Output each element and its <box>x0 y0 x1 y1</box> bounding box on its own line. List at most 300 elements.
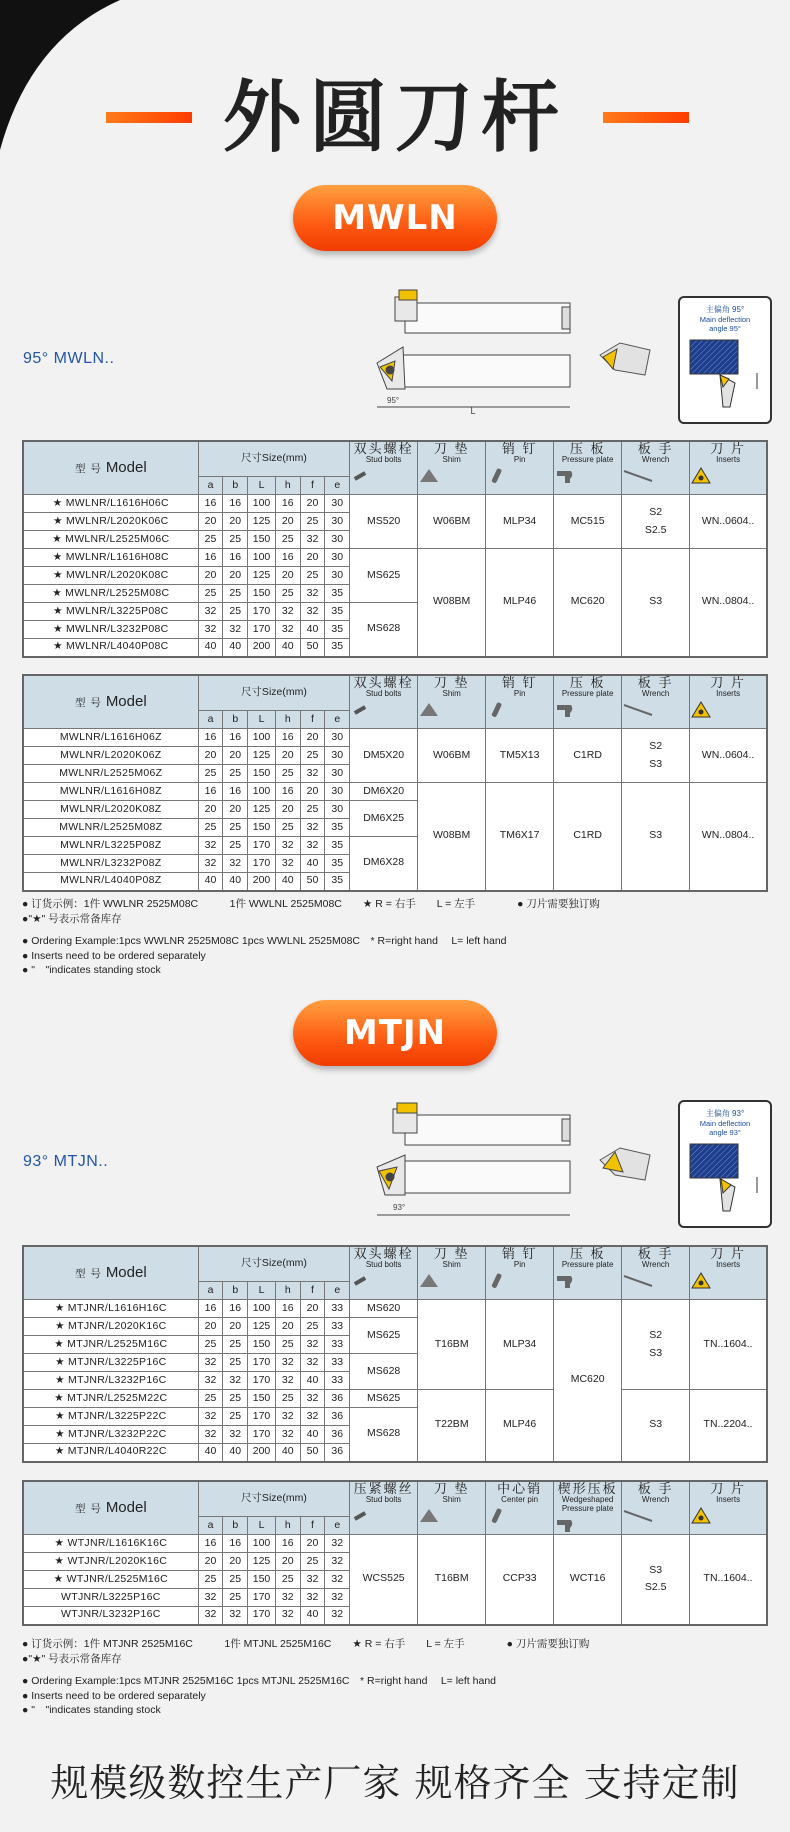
notes-mtjn <box>22 1637 589 1718</box>
dim-cell: 25 <box>275 819 300 837</box>
model-cell: ★ MTJNR/L3232P16C <box>23 1372 198 1390</box>
dim-f-header: f <box>300 1281 325 1299</box>
wrench-part-value-2: S2.5 <box>644 1581 667 1594</box>
dim-cell: 25 <box>223 1354 248 1372</box>
pin-icon <box>486 701 506 719</box>
dim-cell: 25 <box>198 819 223 837</box>
stud-part-cell <box>350 495 418 549</box>
insert-part-value: WN..0804.. <box>701 829 755 842</box>
pin-part-cell <box>486 1535 554 1625</box>
dim-cell: 32 <box>300 1589 325 1607</box>
model-cell: ★ WTJNR/L2020K16C <box>23 1553 198 1571</box>
dim-cell: 20 <box>300 1300 325 1318</box>
model-cell: ★ MWLNR/L2020K06C <box>23 513 198 531</box>
stud-bolt-icon <box>350 1272 370 1290</box>
dim-cell: 16 <box>223 1535 248 1553</box>
plate-part-cell <box>554 1300 622 1462</box>
acc-header-shim: 刀 垫 Shim <box>418 1481 486 1535</box>
dim-cell: 32 <box>300 1571 325 1589</box>
stud-part-value: WCS525 <box>362 1572 405 1585</box>
insert-part-cell <box>690 783 767 891</box>
model-cell: MWLNR/L1616H06Z <box>23 729 198 747</box>
dim-cell: 125 <box>248 801 276 819</box>
shim-part-cell <box>418 729 486 783</box>
shim-part-value: W08BM <box>432 595 471 608</box>
acc-header-plate: 压 板 Pressure plate <box>554 675 622 729</box>
dim-cell: 170 <box>248 837 276 855</box>
dim-cell: 25 <box>198 531 223 549</box>
dim-cell: 20 <box>275 567 300 585</box>
dim-cell: 25 <box>223 837 248 855</box>
plate-part-value: C1RD <box>573 748 602 761</box>
shim-part-cell <box>418 783 486 891</box>
dim-b-header: b <box>223 1281 248 1299</box>
stud-part-value: DM5X20 <box>363 748 405 761</box>
table-row <box>23 549 767 567</box>
dim-cell: 25 <box>300 567 325 585</box>
model-cell: MWLNR/L2525M06Z <box>23 765 198 783</box>
pin-part-cell <box>486 783 554 891</box>
dim-cell: 20 <box>223 1553 248 1571</box>
dim-cell: 40 <box>300 1372 325 1390</box>
dim-cell: 32 <box>325 1607 350 1625</box>
acc-header-insert: 刀 片 Inserts <box>690 1481 767 1535</box>
note-cn-1: ● 订货示例：1件 WWLNR 2525M08C 1件 WWLNL 2525M08C ★ R = 右手 L = 左手 ● 刀片需要独订购 <box>22 898 600 910</box>
model-cell: MWLNR/L4040P08Z <box>23 873 198 891</box>
dim-cell: 35 <box>325 621 350 639</box>
stud-part-value: MS628 <box>367 622 401 635</box>
dim-cell: 16 <box>223 729 248 747</box>
dim-cell: 33 <box>325 1372 350 1390</box>
acc-header-stud: 压紧螺丝 Stud bolts <box>350 1481 418 1535</box>
insert-part-cell <box>690 729 767 783</box>
dim-cell: 16 <box>198 549 223 567</box>
insert-part-cell <box>690 495 767 549</box>
dim-f-header: f <box>300 476 325 494</box>
note-cn-1: ● 订货示例：1件 MTJNR 2525M16C 1件 MTJNL 2525M16C ★ R = 右手 L = 左手 ● 刀片需要独订购 <box>22 1638 590 1650</box>
dim-cell: 32 <box>275 1408 300 1426</box>
dim-cell: 16 <box>198 495 223 513</box>
stud-part-value: DM6X28 <box>363 856 405 869</box>
dim-cell: 150 <box>248 765 276 783</box>
deflection-en2: angle 93° <box>709 1128 741 1137</box>
pin-part-cell <box>486 1390 554 1462</box>
dim-cell: 35 <box>325 837 350 855</box>
dim-cell: 25 <box>275 1571 300 1589</box>
dim-cell: 32 <box>275 1372 300 1390</box>
dim-cell: 40 <box>275 1444 300 1462</box>
wrench-part-value-2: S2.5 <box>644 523 667 536</box>
stud-part-cell <box>350 837 418 891</box>
pin-part-value: MLP46 <box>503 1418 537 1431</box>
deflection-en1: Main deflection <box>699 1119 751 1128</box>
dim-cell: 32 <box>275 621 300 639</box>
model-header: 型 号 Model <box>23 1481 198 1535</box>
dim-cell: 40 <box>198 1444 223 1462</box>
dim-cell: 32 <box>325 1535 350 1553</box>
dim-f-header: f <box>300 1516 325 1534</box>
plate-part-value: MC515 <box>570 514 605 527</box>
plate-part-cell <box>554 1535 622 1625</box>
dim-cell: 200 <box>248 1444 276 1462</box>
dim-cell: 100 <box>248 1535 276 1553</box>
pin-part-cell <box>486 1300 554 1390</box>
shim-icon <box>418 467 440 485</box>
dim-cell: 40 <box>223 639 248 657</box>
footer-slogan: 规模级数控生产厂家 规格齐全 支持定制 <box>50 1761 740 1805</box>
dim-cell: 25 <box>275 531 300 549</box>
dim-cell: 32 <box>325 1589 350 1607</box>
dim-cell: 20 <box>223 513 248 531</box>
dim-cell: 16 <box>198 729 223 747</box>
dim-cell: 33 <box>325 1336 350 1354</box>
dim-cell: 32 <box>300 1354 325 1372</box>
dim-cell: 40 <box>198 873 223 891</box>
shim-icon <box>418 1507 440 1525</box>
stud-part-cell <box>350 603 418 657</box>
title-bar-right <box>603 112 689 123</box>
stud-part-value: MS625 <box>367 1391 401 1404</box>
dim-cell: 16 <box>275 783 300 801</box>
dim-cell: 32 <box>275 603 300 621</box>
model-cell: ★ MTJNR/L1616H16C <box>23 1300 198 1318</box>
acc-header-insert: 刀 片 Inserts <box>690 441 767 495</box>
wrench-icon <box>622 467 656 485</box>
pressure-plate-icon <box>554 1272 576 1290</box>
dim-cell: 32 <box>198 1354 223 1372</box>
dim-cell: 36 <box>325 1390 350 1408</box>
dim-cell: 170 <box>248 1408 276 1426</box>
dim-cell: 32 <box>300 819 325 837</box>
wrench-part-cell <box>622 495 690 549</box>
table-row <box>23 1535 767 1553</box>
dim-h-header: h <box>275 476 300 494</box>
dim-cell: 32 <box>198 855 223 873</box>
dim-cell: 16 <box>198 1300 223 1318</box>
spec-table-wtjn <box>22 1480 768 1626</box>
shim-part-cell <box>418 1390 486 1462</box>
dim-cell: 16 <box>275 1300 300 1318</box>
note-en-2: ● Inserts need to be ordered separately <box>22 1689 206 1702</box>
stud-part-cell <box>350 1354 418 1390</box>
dim-cell: 25 <box>223 819 248 837</box>
dim-cell: 20 <box>300 783 325 801</box>
dim-cell: 36 <box>325 1426 350 1444</box>
model-cell: WTJNR/L3225P16C <box>23 1589 198 1607</box>
dim-cell: 170 <box>248 1354 276 1372</box>
dim-cell: 25 <box>275 1390 300 1408</box>
dim-cell: 32 <box>300 585 325 603</box>
dim-l-header: L <box>248 1281 276 1299</box>
deflection-en1: Main deflection <box>699 315 751 324</box>
stud-part-value: MS520 <box>367 514 401 527</box>
dim-cell: 32 <box>300 531 325 549</box>
acc-header-stud: 双头螺栓 Stud bolts <box>350 675 418 729</box>
dim-cell: 30 <box>325 765 350 783</box>
shim-part-value: T22BM <box>434 1418 469 1431</box>
acc-header-insert: 刀 片 Inserts <box>690 1246 767 1300</box>
dim-cell: 170 <box>248 855 276 873</box>
dim-cell: 25 <box>275 585 300 603</box>
dim-cell: 20 <box>300 729 325 747</box>
model-cell: ★ MWLNR/L1616H06C <box>23 495 198 513</box>
model-cell: ★ MWLNR/L2525M08C <box>23 585 198 603</box>
angle-label-mtjn: 93° MTJN.. <box>23 1153 109 1170</box>
dim-cell: 25 <box>223 585 248 603</box>
pin-part-value: MLP46 <box>503 595 537 608</box>
model-cell: ★ MTJNR/L3232P22C <box>23 1426 198 1444</box>
insert-part-cell <box>690 1390 767 1462</box>
stud-part-cell <box>350 783 418 801</box>
dim-cell: 125 <box>248 747 276 765</box>
dim-cell: 50 <box>300 639 325 657</box>
dim-cell: 150 <box>248 585 276 603</box>
dim-cell: 25 <box>198 1571 223 1589</box>
dim-cell: 100 <box>248 495 276 513</box>
wrench-icon <box>622 1272 656 1290</box>
stud-part-value: MS625 <box>367 1328 401 1341</box>
plate-part-cell <box>554 729 622 783</box>
note-en-2: ● Inserts need to be ordered separately <box>22 949 206 962</box>
shim-part-value: W06BM <box>432 748 471 761</box>
shim-part-value: W06BM <box>432 514 471 527</box>
dim-cell: 25 <box>300 1553 325 1571</box>
insert-part-value: WN..0604.. <box>701 748 755 761</box>
dim-b-header: b <box>223 710 248 728</box>
shim-icon <box>418 701 440 719</box>
section-pill-mwln: MWLN <box>293 185 497 251</box>
dim-cell: 20 <box>198 567 223 585</box>
shim-part-value: T16BM <box>434 1337 469 1350</box>
model-cell: ★ MTJNR/L4040R22C <box>23 1444 198 1462</box>
stud-part-cell <box>350 801 418 837</box>
dim-cell: 20 <box>300 549 325 567</box>
plate-part-value: C1RD <box>573 829 602 842</box>
svg-text:L: L <box>470 406 476 416</box>
model-cell: MWLNR/L3225P08Z <box>23 837 198 855</box>
acc-header-shim: 刀 垫 Shim <box>418 441 486 495</box>
wrench-part-value: S3 <box>649 829 663 842</box>
dim-e-header: e <box>325 710 350 728</box>
dim-cell: 40 <box>198 639 223 657</box>
dim-cell: 25 <box>223 1336 248 1354</box>
dim-cell: 100 <box>248 549 276 567</box>
dims-header: 尺寸Size(mm) <box>198 1246 349 1281</box>
dim-cell: 32 <box>223 855 248 873</box>
dim-cell: 30 <box>325 801 350 819</box>
dim-cell: 20 <box>275 1318 300 1336</box>
stud-part-cell <box>350 1300 418 1318</box>
dim-cell: 30 <box>325 747 350 765</box>
spec-table-mtjn <box>22 1245 768 1463</box>
model-cell: ★ MWLNR/L2020K08C <box>23 567 198 585</box>
wrench-part-cell <box>622 1535 690 1625</box>
pin-part-value: TM6X17 <box>499 829 540 842</box>
insert-part-value: WN..0604.. <box>701 514 755 527</box>
model-header: 型 号 Model <box>23 1246 198 1300</box>
angle-label-mwln: 95° MWLN.. <box>23 350 115 367</box>
dim-cell: 16 <box>275 549 300 567</box>
stud-part-value: DM6X20 <box>363 784 405 797</box>
dim-cell: 25 <box>198 1390 223 1408</box>
dim-cell: 35 <box>325 585 350 603</box>
plate-part-cell <box>554 495 622 549</box>
dim-cell: 100 <box>248 783 276 801</box>
stud-part-value: MS628 <box>367 1364 401 1377</box>
acc-header-plate: 压 板 Pressure plate <box>554 1246 622 1300</box>
stud-part-cell <box>350 1318 418 1354</box>
dim-cell: 150 <box>248 531 276 549</box>
note-cn-2: ●"★" 号表示常备库存 <box>22 912 122 925</box>
dim-cell: 50 <box>300 1444 325 1462</box>
dim-cell: 32 <box>198 1372 223 1390</box>
spec-table-mwln-c <box>22 440 768 658</box>
stud-part-cell <box>350 549 418 603</box>
dim-cell: 32 <box>198 1426 223 1444</box>
dim-e-header: e <box>325 1281 350 1299</box>
deflection-diagram <box>685 1139 765 1215</box>
dim-cell: 150 <box>248 819 276 837</box>
dim-e-header: e <box>325 476 350 494</box>
table-row <box>23 729 767 747</box>
dim-cell: 35 <box>325 855 350 873</box>
acc-header-insert: 刀 片 Inserts <box>690 675 767 729</box>
dim-cell: 32 <box>325 1571 350 1589</box>
dim-cell: 25 <box>223 1589 248 1607</box>
insert-sketch-mwln <box>595 335 655 380</box>
pin-part-cell <box>486 549 554 657</box>
dim-cell: 35 <box>325 819 350 837</box>
holder-drawing-mwln <box>365 285 585 420</box>
dim-cell: 20 <box>198 747 223 765</box>
acc-header-pin: 销 钉 Pin <box>486 1246 554 1300</box>
holder-drawing-mtjn <box>365 1095 585 1225</box>
dim-cell: 33 <box>325 1354 350 1372</box>
dim-cell: 30 <box>325 549 350 567</box>
dim-cell: 30 <box>325 495 350 513</box>
dims-header: 尺寸Size(mm) <box>198 675 349 710</box>
note-cn-2: ●"★" 号表示常备库存 <box>22 1652 122 1665</box>
shim-part-cell <box>418 1300 486 1390</box>
stud-bolt-icon <box>350 1507 370 1525</box>
wrench-part-value: S2 <box>649 1328 663 1341</box>
dim-cell: 30 <box>325 513 350 531</box>
dim-cell: 20 <box>275 1553 300 1571</box>
drawing-angle-mwln: 95° <box>387 396 400 405</box>
dim-cell: 16 <box>223 783 248 801</box>
acc-header-stud: 双头螺栓 Stud bolts <box>350 441 418 495</box>
dim-cell: 32 <box>300 1390 325 1408</box>
note-en-1: ● Ordering Example:1pcs MTJNR 2525M16C 1pcs MTJNL 2525M16C * R=right hand L= left hand <box>22 1675 497 1687</box>
insert-part-value: TN..1604.. <box>703 1572 753 1585</box>
dim-cell: 20 <box>198 513 223 531</box>
notes-mwln <box>22 897 600 978</box>
dim-cell: 25 <box>300 513 325 531</box>
dims-header: 尺寸Size(mm) <box>198 1481 349 1516</box>
model-cell: MWLNR/L2525M08Z <box>23 819 198 837</box>
dim-cell: 36 <box>325 1408 350 1426</box>
dim-a-header: a <box>198 710 223 728</box>
dim-cell: 25 <box>300 747 325 765</box>
dim-cell: 25 <box>275 765 300 783</box>
model-cell: ★ MTJNR/L3225P16C <box>23 1354 198 1372</box>
dim-cell: 40 <box>275 873 300 891</box>
model-cell: ★ MTJNR/L2020K16C <box>23 1318 198 1336</box>
dim-cell: 40 <box>300 1426 325 1444</box>
drawing-angle-mtjn: 93° <box>393 1203 406 1212</box>
deflection-cn: 主偏角 95° <box>705 305 745 314</box>
dim-cell: 25 <box>223 603 248 621</box>
stud-part-value: MS628 <box>367 1427 401 1440</box>
dim-cell: 200 <box>248 873 276 891</box>
insert-part-cell <box>690 1535 767 1625</box>
dim-cell: 170 <box>248 603 276 621</box>
wrench-part-value: S3 <box>649 595 663 608</box>
dim-cell: 32 <box>275 1607 300 1625</box>
dim-h-header: h <box>275 710 300 728</box>
acc-header-wrench: 板 手 Wrench <box>622 1246 690 1300</box>
model-cell: ★ MWLNR/L3225P08C <box>23 603 198 621</box>
dim-cell: 125 <box>248 1318 276 1336</box>
dim-cell: 150 <box>248 1336 276 1354</box>
wrench-part-value: S2 <box>649 739 663 752</box>
dim-b-header: b <box>223 1516 248 1534</box>
model-cell: ★ WTJNR/L1616K16C <box>23 1535 198 1553</box>
dim-cell: 16 <box>223 549 248 567</box>
dim-cell: 25 <box>223 531 248 549</box>
wrench-icon <box>622 701 656 719</box>
dim-cell: 35 <box>325 603 350 621</box>
dim-cell: 170 <box>248 1426 276 1444</box>
wrench-part-cell <box>622 783 690 891</box>
dim-cell: 25 <box>223 765 248 783</box>
dim-cell: 20 <box>275 747 300 765</box>
dim-cell: 20 <box>223 567 248 585</box>
dim-cell: 125 <box>248 513 276 531</box>
dim-cell: 32 <box>198 603 223 621</box>
wrench-part-cell <box>622 549 690 657</box>
dim-cell: 35 <box>325 873 350 891</box>
dim-cell: 40 <box>300 1607 325 1625</box>
shim-part-cell <box>418 1535 486 1625</box>
acc-header-shim: 刀 垫 Shim <box>418 1246 486 1300</box>
pin-part-value: MLP34 <box>503 514 537 527</box>
dim-a-header: a <box>198 476 223 494</box>
acc-header-pin: 中心销 Center pin <box>486 1481 554 1535</box>
plate-part-value: MC620 <box>570 595 605 608</box>
model-cell: MWLNR/L2020K08Z <box>23 801 198 819</box>
dim-cell: 32 <box>300 765 325 783</box>
model-header: 型 号 Model <box>23 441 198 495</box>
dim-cell: 32 <box>223 1372 248 1390</box>
model-cell: MWLNR/L3232P08Z <box>23 855 198 873</box>
table-row <box>23 1300 767 1318</box>
dim-cell: 40 <box>275 639 300 657</box>
acc-header-plate: 楔形压板 Wedgeshaped Pressure plate <box>554 1481 622 1535</box>
dim-cell: 150 <box>248 1390 276 1408</box>
wrench-part-value-2: S3 <box>649 1346 663 1359</box>
insert-part-value: TN..2204.. <box>703 1418 753 1431</box>
wrench-part-value: S3 <box>649 1563 663 1576</box>
spec-table-mwln-z <box>22 674 768 892</box>
dim-cell: 40 <box>223 1444 248 1462</box>
dim-cell: 32 <box>223 621 248 639</box>
dim-cell: 32 <box>275 1426 300 1444</box>
dim-cell: 32 <box>300 837 325 855</box>
dim-cell: 36 <box>325 1444 350 1462</box>
stud-part-value: MS620 <box>367 1301 401 1314</box>
shim-part-value: W08BM <box>432 829 471 842</box>
